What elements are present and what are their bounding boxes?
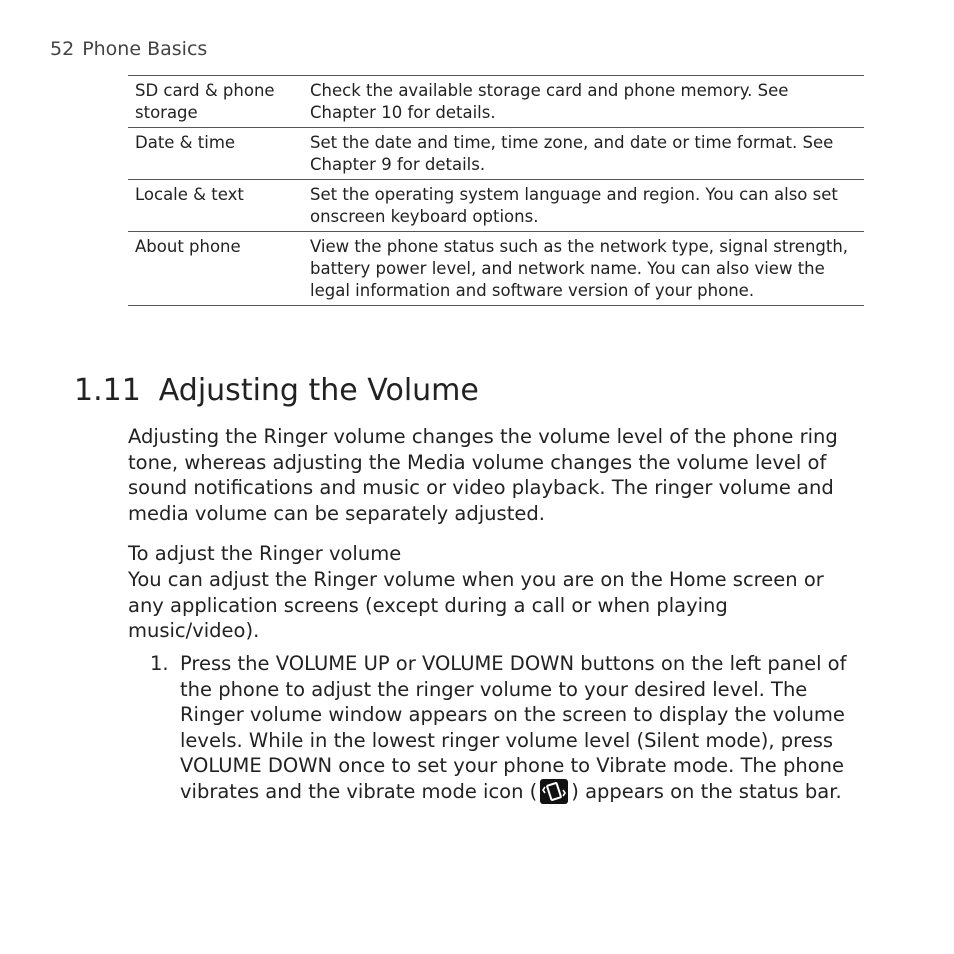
step-item bbox=[150, 651, 860, 804]
setting-name: Date & time bbox=[128, 128, 310, 180]
table-row bbox=[128, 232, 864, 306]
step-text bbox=[180, 651, 860, 804]
intro-text: Adjusting the bbox=[128, 425, 264, 448]
setting-name: Locale & text bbox=[128, 180, 310, 232]
settings-table bbox=[128, 75, 864, 306]
setting-description: Check the available storage card and phone memory. See Chapter 10 for details. bbox=[310, 76, 864, 128]
section-number: 1.11 bbox=[74, 373, 141, 408]
page-number: 52 bbox=[50, 38, 75, 60]
setting-name: About phone bbox=[128, 232, 310, 306]
chapter-title: Phone Basics bbox=[82, 38, 208, 60]
setting-description: Set the operating system language and region. You can also set onscreen keyboard options. bbox=[310, 180, 864, 232]
vibrate-mode-icon bbox=[540, 779, 568, 804]
page-header bbox=[50, 38, 207, 60]
setting-name: SD card & phone storage bbox=[128, 76, 310, 128]
step-text-before: Press the VOLUME UP or VOLUME DOWN buttons on the left panel of the phone to adjust the ringer volume to your desired level. The Ringer volume window appears on the screen to display the volume levels. While in the lowest ringer volume level (Silent mode), press VOLUME DOWN once to set your phone to Vibrate mode. The phone vibrates and the vibrate mode icon ( bbox=[180, 652, 847, 803]
media-volume-term: Media volume bbox=[407, 450, 545, 474]
subheading: To adjust the Ringer volume bbox=[128, 542, 402, 565]
section-heading bbox=[74, 373, 479, 408]
table-row bbox=[128, 128, 864, 180]
instruction-paragraph: You can adjust the Ringer volume when you are on the Home screen or any application screens (except during a call or when playing music/video). bbox=[128, 568, 824, 642]
setting-description: Set the date and time, time zone, and date or time format. See Chapter 9 for details. bbox=[310, 128, 864, 180]
step-number: 1. bbox=[150, 652, 169, 675]
step-text-after: ) appears on the status bar. bbox=[571, 779, 842, 803]
ringer-volume-term: Ringer volume bbox=[263, 425, 406, 448]
intro-paragraph bbox=[128, 424, 858, 526]
intro-text: changes the volume level of the phone ring tone, whereas adjusting the bbox=[128, 425, 838, 474]
section-title: Adjusting the Volume bbox=[158, 373, 479, 408]
table-row bbox=[128, 180, 864, 232]
intro-text: changes the volume level of sound notifications and music or video playback. The ringer volume and media volume can be separately adjusted. bbox=[128, 450, 834, 525]
setting-description: View the phone status such as the network type, signal strength, battery power level, and network name. You can also view the legal information and software version of your phone. bbox=[310, 232, 864, 306]
table-row bbox=[128, 76, 864, 128]
